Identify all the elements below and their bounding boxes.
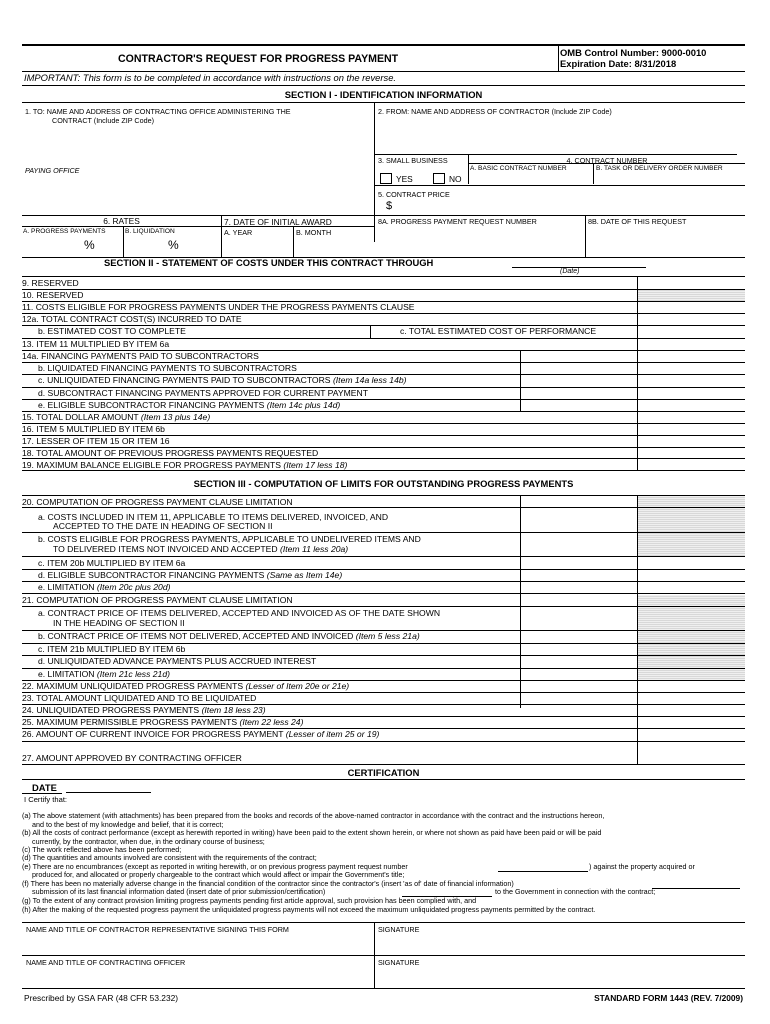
to-label: 1. TO: NAME AND ADDRESS OF CONTRACTING OFFICE ADMINISTERING THE xyxy=(25,107,291,116)
item-25-note: (Item 22 less 24) xyxy=(239,717,304,727)
from-label: 2. FROM: NAME AND ADDRESS OF CONTRACTOR (Include ZIP Code) xyxy=(378,107,612,116)
item-19 xyxy=(22,460,347,470)
rule xyxy=(22,593,745,594)
item-24 xyxy=(22,705,266,715)
officer-signature-label: SIGNATURE xyxy=(378,958,420,967)
section-1-heading: SECTION I - IDENTIFICATION INFORMATION xyxy=(284,89,483,100)
item-20c: c. ITEM 20b MULTIPLIED BY ITEM 6a xyxy=(38,558,186,568)
progress-rate-percent: % xyxy=(84,238,95,252)
item-25 xyxy=(22,717,303,727)
initial-award-label: 7. DATE OF INITIAL AWARD xyxy=(224,217,332,227)
item-20e-label: e. LIMITATION xyxy=(38,582,95,592)
item-13: 13. ITEM 11 MULTIPLIED BY ITEM 6a xyxy=(22,339,170,349)
certification-heading: CERTIFICATION xyxy=(347,767,420,778)
item-20b-cont xyxy=(53,544,348,554)
item-16: 16. ITEM 5 MULTIPLIED BY ITEM 6b xyxy=(22,424,165,434)
rule xyxy=(585,215,586,257)
item-12a: 12a. TOTAL CONTRACT COST(S) INCURRED TO DATE xyxy=(22,314,242,324)
item-14a: 14a. FINANCING PAYMENTS PAID TO SUBCONTRACTORS xyxy=(22,351,259,361)
item-14b: b. LIQUIDATED FINANCING PAYMENTS TO SUBCONTRACTORS xyxy=(38,363,297,373)
item-14d: d. SUBCONTRACT FINANCING PAYMENTS APPROVED FOR CURRENT PAYMENT xyxy=(38,388,368,398)
certification-date-label: DATE xyxy=(32,782,57,793)
item-21b-label: b. CONTRACT PRICE OF ITEMS NOT DELIVERED, ACCEPTED AND INVOICED xyxy=(38,631,354,641)
rule xyxy=(22,955,745,956)
item-20a: a. COSTS INCLUDED IN ITEM 11, APPLICABLE TO ITEMS DELIVERED, INVOICED, AND xyxy=(38,512,389,522)
item-14e xyxy=(38,400,340,410)
item-25-label: 25. MAXIMUM PERMISSIBLE PROGRESS PAYMENTS xyxy=(22,717,238,727)
item-21d: d. UNLIQUIDATED ADVANCE PAYMENTS PLUS ACCRUED INTEREST xyxy=(38,656,317,666)
item-26-note: (Lesser of item 25 or 19) xyxy=(285,729,380,739)
item-21e-label: e. LIMITATION xyxy=(38,669,95,679)
item-11: 11. COSTS ELIGIBLE FOR PROGRESS PAYMENTS UNDER THE PROGRESS PAYMENTS CLAUSE xyxy=(22,302,415,312)
item-15 xyxy=(22,412,210,422)
item-14c xyxy=(38,375,407,385)
rule xyxy=(520,495,521,708)
item-22-label: 22. MAXIMUM UNLIQUIDATED PROGRESS PAYMENTS xyxy=(22,681,244,691)
item-12b: b. ESTIMATED COST TO COMPLETE xyxy=(38,326,186,336)
rule xyxy=(22,226,374,227)
progress-payments-rate-label: A. PROGRESS PAYMENTS xyxy=(23,228,106,235)
item-21: 21. COMPUTATION OF PROGRESS PAYMENT CLAUSE LIMITATION xyxy=(22,595,293,605)
item-21e-note: (Item 21c less 21d) xyxy=(96,669,170,679)
rule xyxy=(22,793,62,794)
item-9: 9. RESERVED xyxy=(22,278,79,288)
progress-payment-form xyxy=(22,44,745,1010)
rule xyxy=(370,325,371,338)
item-20b-note: (Item 11 less 20a) xyxy=(280,544,349,554)
small-business-no-checkbox[interactable] xyxy=(433,173,445,184)
rule xyxy=(22,85,745,86)
rule xyxy=(520,350,521,411)
date-of-request-label: 8B. DATE OF THIS REQUEST xyxy=(588,217,687,226)
small-business-yes-checkbox[interactable] xyxy=(380,173,392,184)
item-20a-cont: ACCEPTED TO THE DATE IN HEADING OF SECTION II xyxy=(53,521,273,531)
no-label: NO xyxy=(449,174,462,184)
task-order-label: B. TASK OR DELIVERY ORDER NUMBER xyxy=(596,165,723,172)
item-21b-note: (Item 5 less 21a) xyxy=(355,631,420,641)
cert-line-e2: produced for, and allocated or properly chargeable to the contract which would affect or impair the Government's title; xyxy=(32,870,405,879)
item-20d xyxy=(38,570,342,580)
prescribed-by: Prescribed by GSA FAR (48 CFR 53.232) xyxy=(24,993,179,1003)
item-19-label: 19. MAXIMUM BALANCE ELIGIBLE FOR PROGRESS PAYMENTS xyxy=(22,460,281,470)
officer-name-label: NAME AND TITLE OF CONTRACTING OFFICER xyxy=(26,958,186,967)
rule xyxy=(22,922,745,923)
cert-line-e-cont: ) against the property acquired or xyxy=(589,862,695,871)
contractor-name-label: NAME AND TITLE OF CONTRACTOR REPRESENTATIVE SIGNING THIS FORM xyxy=(26,925,289,934)
rule xyxy=(374,102,375,242)
cert-line-f2: submission of its last financial information dated (insert date of prior submission/certification) xyxy=(32,887,326,896)
cert-line-b2: currently, by the contractor, when due, in the ordinary course of business; xyxy=(32,837,265,846)
shaded-cell xyxy=(638,496,745,556)
rule xyxy=(637,276,638,470)
basic-contract-label: A. BASIC CONTRACT NUMBER xyxy=(470,165,567,172)
item-14e-note: (Item 14c plus 14d) xyxy=(266,400,341,410)
item-19-note: (Item 17 less 18) xyxy=(283,460,348,470)
rates-label: 6. RATES xyxy=(103,216,140,226)
section-2-heading: SECTION II - STATEMENT OF COSTS UNDER THIS CONTRACT THROUGH xyxy=(104,257,434,268)
item-14c-note: (Item 14a less 14b) xyxy=(332,375,407,385)
item-21a: a. CONTRACT PRICE OF ITEMS DELIVERED, ACCEPTED AND INVOICED AS OF THE DATE SHOWN xyxy=(38,608,441,618)
rule xyxy=(22,458,745,459)
contract-price-input[interactable] xyxy=(398,196,738,214)
form-title: CONTRACTOR'S REQUEST FOR PROGRESS PAYMENT xyxy=(118,53,399,65)
item-20e-note: (Item 20c plus 20d) xyxy=(96,582,171,592)
contract-price-label: 5. CONTRACT PRICE xyxy=(378,190,450,199)
item-20d-note: (Same as Item 14e) xyxy=(266,570,343,580)
item-18: 18. TOTAL AMOUNT OF PREVIOUS PROGRESS PAYMENTS REQUESTED xyxy=(22,448,319,458)
certification-date-line[interactable] xyxy=(66,792,151,793)
item-20d-label: d. ELIGIBLE SUBCONTRACTOR FINANCING PAYMENTS xyxy=(38,570,265,580)
rule xyxy=(22,470,745,471)
item-20b-label: TO DELIVERED ITEMS NOT INVOICED AND ACCEPTED xyxy=(53,544,278,554)
item-20e xyxy=(38,582,170,592)
cert-line-e: (e) There are no encumbrances (except as reported in writing herewith, or on previous progress payment request number xyxy=(22,862,408,871)
cert-line-f: (f) There has been no materially adverse change in the financial condition of the contractor since the contractor's (insert 'as of' date of financial information) xyxy=(22,879,514,888)
to-label-2: CONTRACT (Include ZIP Code) xyxy=(52,116,154,125)
rule xyxy=(374,185,745,186)
rule xyxy=(123,226,124,257)
liquidation-rate-label: B. LIQUIDATION xyxy=(125,228,175,235)
item-14c-label: c. UNLIQUIDATED FINANCING PAYMENTS PAID TO SUBCONTRACTORS xyxy=(38,375,331,385)
item-12c: c. TOTAL ESTIMATED COST OF PERFORMANCE xyxy=(400,326,597,336)
top-rule xyxy=(22,44,745,46)
rule xyxy=(374,154,737,155)
item-15-note: (Item 13 plus 14e) xyxy=(140,412,211,422)
liquidation-rate-percent: % xyxy=(168,238,179,252)
item-14e-label: e. ELIGIBLE SUBCONTRACTOR FINANCING PAYMENTS xyxy=(38,400,265,410)
header-divider xyxy=(558,44,559,71)
rule xyxy=(293,226,294,257)
cert-line-a: (a) The above statement (with attachments) has been prepared from the books and records of the above-named contractor in accordance with the contract and the instructions hereon, xyxy=(22,811,605,820)
cert-line-b: (b) All the costs of contract performance (except as herewith reported in writing) have been paid to the extent shown herein, or where not shown as paid have been paid or will be paid xyxy=(22,828,602,837)
rule xyxy=(22,289,745,290)
rule xyxy=(22,988,745,989)
financial-date-line[interactable] xyxy=(652,888,740,889)
omb-number: OMB Control Number: 9000-0010 xyxy=(560,47,707,58)
small-business-label: 3. SMALL BUSINESS xyxy=(378,156,448,165)
rule xyxy=(593,163,594,184)
cert-line-c: (c) The work reflected above has been performed; xyxy=(22,845,182,854)
cert-line-f3: to the Government in connection with the contract; xyxy=(495,887,656,896)
rule xyxy=(22,741,745,742)
item-26-label: 26. AMOUNT OF CURRENT INVOICE FOR PROGRESS PAYMENT xyxy=(22,729,284,739)
year-label: A. YEAR xyxy=(224,228,253,237)
cert-line-d: (d) The quantities and amounts involved are consistent with the requirements of the contract; xyxy=(22,853,317,862)
certify-text: I Certify that: xyxy=(24,795,68,804)
item-20b: b. COSTS ELIGIBLE FOR PROGRESS PAYMENTS, APPLICABLE TO UNDELIVERED ITEMS AND xyxy=(38,534,421,544)
shaded-cell xyxy=(638,289,745,301)
item-26 xyxy=(22,729,379,739)
item-23: 23. TOTAL AMOUNT LIQUIDATED AND TO BE LIQUIDATED xyxy=(22,693,257,703)
rule xyxy=(22,606,745,607)
cert-line-g: (g) To the extent of any contract provision limiting progress payments pending first article approval, such provision has been complied with, and xyxy=(22,896,477,905)
dollar-sign: $ xyxy=(386,200,393,212)
item-27: 27. AMOUNT APPROVED BY CONTRACTING OFFICER xyxy=(22,753,242,763)
contractor-signature-label: SIGNATURE xyxy=(378,925,420,934)
rule xyxy=(221,215,222,257)
item-10: 10. RESERVED xyxy=(22,290,84,300)
important-note: IMPORTANT: This form is to be completed in accordance with instructions on the reverse. xyxy=(24,72,397,83)
rule xyxy=(22,764,745,765)
rule xyxy=(22,102,745,103)
item-22 xyxy=(22,681,349,691)
item-24-note: (Item 18 less 23) xyxy=(201,705,266,715)
contract-number-label: 4. CONTRACT NUMBER xyxy=(566,156,648,165)
item-17: 17. LESSER OF ITEM 15 OR ITEM 16 xyxy=(22,436,170,446)
rule xyxy=(22,507,745,508)
form-number: STANDARD FORM 1443 (REV. 7/2009) xyxy=(594,993,743,1003)
rule xyxy=(22,532,745,533)
item-21a-cont: IN THE HEADING OF SECTION II xyxy=(53,618,185,628)
rule xyxy=(468,163,745,164)
request-number-label: 8A. PROGRESS PAYMENT REQUEST NUMBER xyxy=(378,217,537,226)
rule xyxy=(22,779,745,780)
yes-label: YES xyxy=(396,174,413,184)
item-15-label: 15. TOTAL DOLLAR AMOUNT xyxy=(22,412,139,422)
item-21b xyxy=(38,631,420,641)
item-21e xyxy=(38,669,170,679)
month-label: B. MONTH xyxy=(296,228,332,237)
cert-line-a2: and to the best of my knowledge and belief, that it is correct; xyxy=(32,820,224,829)
item-24-label: 24. UNLIQUIDATED PROGRESS PAYMENTS xyxy=(22,705,200,715)
paying-office-label: PAYING OFFICE xyxy=(25,166,80,175)
item-21c: c. ITEM 21b MULTIPLIED BY ITEM 6b xyxy=(38,644,186,654)
item-22-note: (Lesser of Item 20e or 21e) xyxy=(245,681,350,691)
rule xyxy=(22,556,745,557)
section-3-heading: SECTION III - COMPUTATION OF LIMITS FOR OUTSTANDING PROGRESS PAYMENTS xyxy=(193,478,574,489)
date-caption: (Date) xyxy=(560,268,580,275)
cert-line-h: (h) After the making of the requested progress payment the unliquidated progress payments will not exceed the maximum unliquidated progress payments permitted by the contract. xyxy=(22,905,596,914)
item-20: 20. COMPUTATION OF PROGRESS PAYMENT CLAUSE LIMITATION xyxy=(22,497,293,507)
expiration-date: Expiration Date: 8/31/2018 xyxy=(560,58,677,69)
